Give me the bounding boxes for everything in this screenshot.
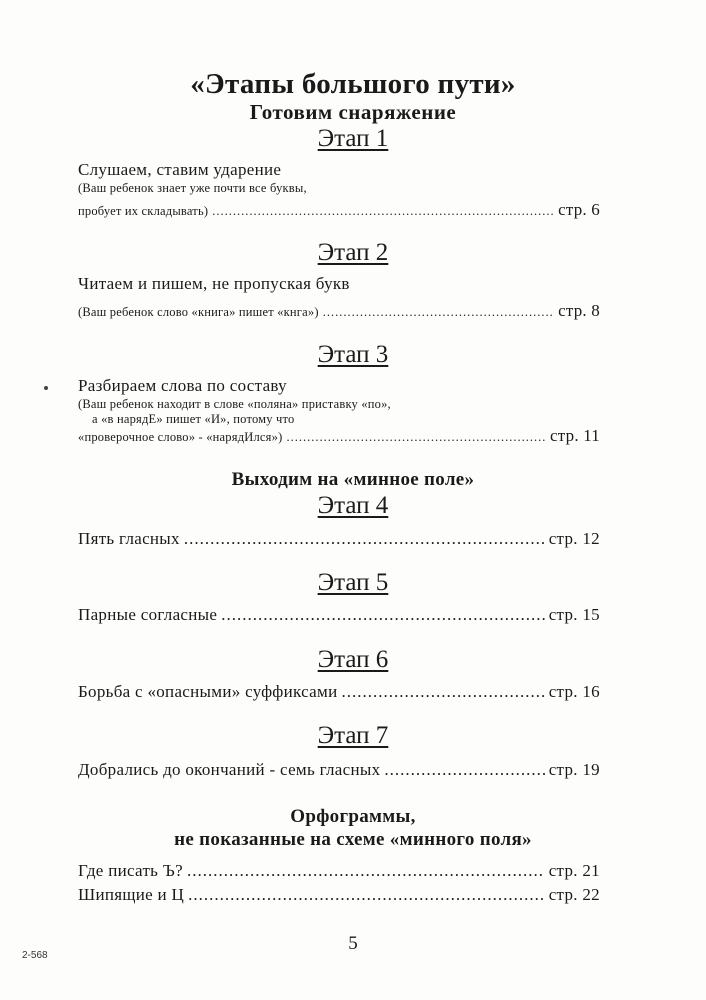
stage-1-note-end: пробует их складывать) xyxy=(78,204,209,218)
stage-7-page: стр. 19 xyxy=(548,760,600,779)
stage-6-page: стр. 16 xyxy=(548,682,600,701)
stage-7-item: Добрались до окончаний - семь гласных xyxy=(78,760,381,779)
stage-1-page: стр. 6 xyxy=(558,200,600,219)
page-number: 5 xyxy=(348,933,358,954)
stage-5-item: Парные согласные xyxy=(78,605,218,624)
leader-dots xyxy=(341,682,544,702)
stage-5-label: Этап 5 xyxy=(317,569,389,596)
leader-dots xyxy=(323,305,554,320)
section-heading-orthograms-sub: не показанные на схеме «минного поля» xyxy=(174,829,532,850)
stage-7-entry xyxy=(78,760,600,780)
stage-3-label: Этап 3 xyxy=(317,341,389,368)
stage-3-item: Разбираем слова по составу xyxy=(78,376,287,395)
stage-6-label: Этап 6 xyxy=(317,646,389,673)
stage-1-entry xyxy=(78,200,600,220)
section-heading-minefield: Выходим на «минное поле» xyxy=(231,469,475,490)
page-title: «Этапы большого пути» xyxy=(190,68,516,100)
stage-3-note-line-1: (Ваш ребенок находит в слове «поляна» приставку «по», xyxy=(78,397,391,411)
stage-4-page: стр. 12 xyxy=(548,529,600,548)
leader-dots xyxy=(286,430,546,445)
stage-3-page: стр. 11 xyxy=(550,426,600,445)
leader-dots xyxy=(221,605,544,625)
stage-4-entry xyxy=(78,529,600,549)
stage-5-page: стр. 15 xyxy=(548,605,600,624)
leader-dots xyxy=(384,760,544,780)
leader-dots xyxy=(188,885,545,905)
stage-2-entry xyxy=(78,301,600,321)
speck-mark xyxy=(44,386,48,390)
section-heading-orthograms: Орфограммы, xyxy=(290,806,416,827)
stage-2-note: (Ваш ребенок слово «книга» пишет «кнга») xyxy=(78,305,319,319)
leader-dots xyxy=(212,204,554,219)
leader-dots xyxy=(187,861,545,881)
stage-4-item: Пять гласных xyxy=(78,529,180,548)
page-subtitle: Готовим снаряжение xyxy=(249,100,457,124)
stage-3-entry xyxy=(78,426,600,446)
print-code: 2-568 xyxy=(22,950,48,961)
stage-1-note: (Ваш ребенок знает уже почти все буквы, xyxy=(78,181,307,195)
stage-2-page: стр. 8 xyxy=(558,301,600,320)
stage-2-label: Этап 2 xyxy=(317,239,389,266)
stage-1-item: Слушаем, ставим ударение xyxy=(78,160,282,179)
stage-3-note-end: «проверочное слово» - «нарядИлся») xyxy=(78,430,283,444)
stage-1-label: Этап 1 xyxy=(317,125,389,152)
stage-6-item: Борьба с «опасными» суффиксами xyxy=(78,682,338,701)
extra-entry-sibilants xyxy=(78,885,600,905)
stage-3-note-line-2: а «в нарядЕ» пишет «И», потому что xyxy=(92,412,295,426)
stage-7-label: Этап 7 xyxy=(317,722,389,749)
extra-item-sibilants: Шипящие и Ц xyxy=(78,885,185,904)
stage-6-entry xyxy=(78,682,600,702)
stage-4-label: Этап 4 xyxy=(317,492,389,519)
leader-dots xyxy=(184,529,545,549)
extra-entry-hard-sign xyxy=(78,861,600,881)
extra-page-sibilants: стр. 22 xyxy=(548,885,600,904)
stage-5-entry xyxy=(78,605,600,625)
extra-item-hard-sign: Где писать Ъ? xyxy=(78,861,183,880)
stage-2-item: Читаем и пишем, не пропуская букв xyxy=(78,274,350,293)
extra-page-hard-sign: стр. 21 xyxy=(548,861,600,880)
